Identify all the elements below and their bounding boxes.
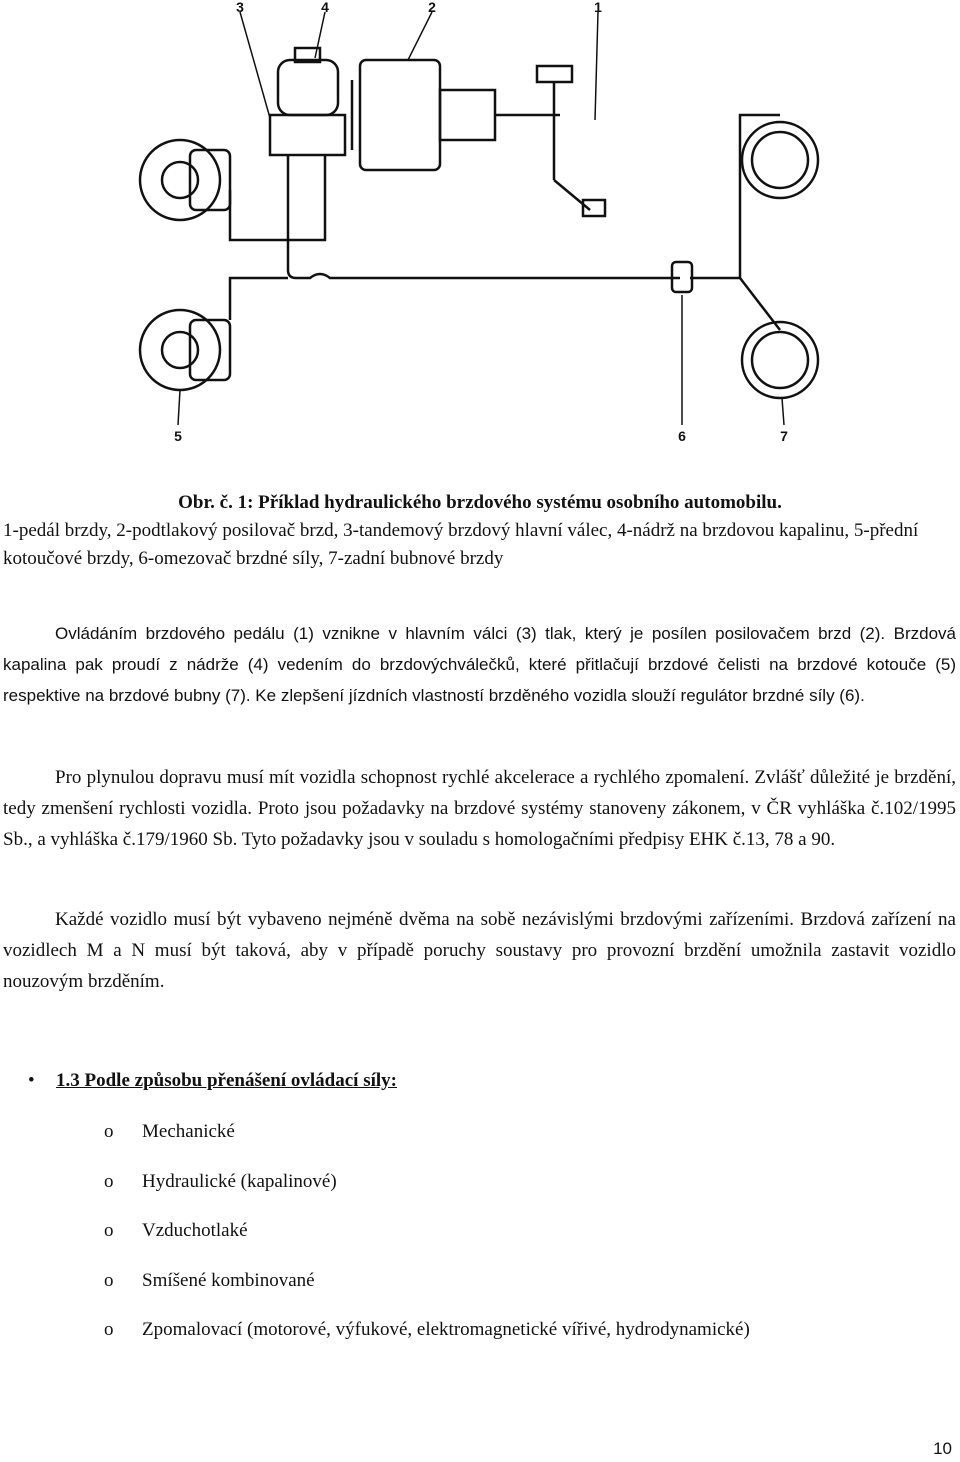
section-heading-text: 1.3 Podle způsobu přenášení ovládací síly: [56,1070,397,1091]
figure-caption-title: Obr. č. 1: Příklad hydraulického brzdového systému osobního automobilu. [178,492,782,513]
list-item [104,1168,750,1218]
force-transmission-list [104,1118,750,1366]
callout-7: 7 [780,428,788,444]
list-item [104,1217,750,1267]
page-number: 10 [933,1439,952,1458]
list-marker: o [104,1319,114,1340]
figure-caption-legend: 1-pedál brzdy, 2-podtlakový posilovač brzd, 3-tandemový brzdový hlavní válec, 4-nádrž na brzdovou kapalinu, 5-přední kotoučové brzdy, 6-omezovač brzdné síly, 7-zadní bubnové brzdy [3,520,919,569]
list-marker: o [104,1220,114,1241]
list-marker: o [104,1170,114,1192]
list-item-text: Zpomalovací (motorové, výfukové, elektromagnetické vířivé, hydrodynamické) [142,1319,750,1340]
callout-5: 5 [174,428,182,444]
section-heading [28,1066,397,1096]
paragraph-text: Ovládáním brzdového pedálu (1) vznikne v hlavním válci (3) tlak, který je posílen posilovačem brzd (2). Brzdová kapalina pak proudí z nádrže (4) vedením do brzdovýchválečků, které přitlačují brzdové čelisti na brzdové kotouče (5) respektive na brzdové bubny (7). Ke zlepšení jízdních vlastností brzděného vozidla slouží regulátor brzdné síly (6). [3,624,956,705]
list-item [104,1267,750,1317]
brake-system-diagram [90,0,880,450]
list-item [104,1118,750,1168]
callout-6: 6 [678,428,686,444]
bullet-icon: • [28,1070,35,1091]
list-marker: o [104,1121,114,1142]
paragraph-text: Pro plynulou dopravu musí mít vozidla schopnost rychlé akcelerace a rychlého zpomalení. Zvlášť důležité je brzdění, tedy zmenšení rychlosti vozidla. Proto jsou požadavky na brzdové systémy stanoveny zákonem, v ČR vyhláška č.102/1995 Sb., a vyhláška č.179/1960 Sb. Tyto požadavky jsou v souladu s homologačními předpisy EHK č.13, 78 a 90. [3,767,956,850]
callout-1: 1 [594,0,602,15]
list-item-text: Vzduchotlaké [142,1220,248,1241]
paragraph-independent-brakes [3,904,956,997]
list-item-text: Smíšené kombinované [142,1269,315,1291]
callout-3: 3 [236,0,244,15]
paragraph-legal-requirements [3,762,956,855]
list-item-text: Mechanické [142,1121,235,1142]
callout-4: 4 [321,0,329,15]
paragraph-text: Každé vozidlo musí být vybaveno nejméně dvěma na sobě nezávislými brzdovými zařízeními. Brzdová zařízení na vozidlech M a N musí být taková, aby v případě poruchy soustavy pro provozní brzdění umožnila zastavit vozidlo nouzovým brzděním. [3,909,956,992]
list-item-text: Hydraulické (kapalinové) [142,1170,337,1192]
paragraph-brake-operation [3,618,956,711]
list-item [104,1316,750,1366]
callout-2: 2 [428,0,436,15]
list-marker: o [104,1269,114,1291]
